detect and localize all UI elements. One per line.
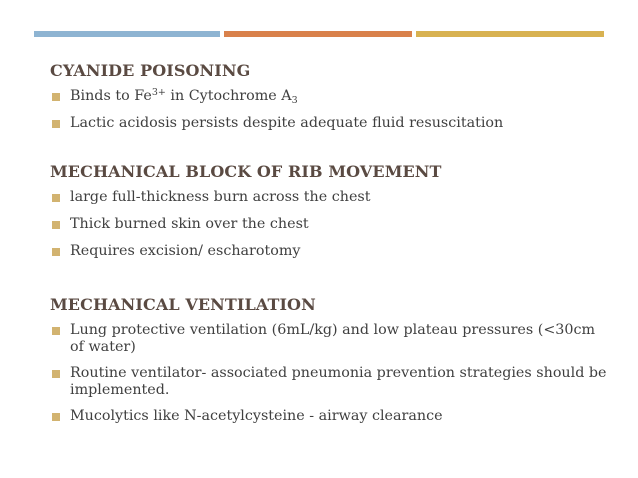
square-bullet-icon <box>52 221 60 229</box>
top-accent-bar-gold <box>416 31 604 37</box>
section-cyanide-poisoning <box>50 60 610 132</box>
list-item <box>50 322 610 356</box>
item-text: Binds to Fe <box>70 88 152 104</box>
list-item <box>50 365 610 399</box>
item-text: Lactic acidosis persists despite adequate fluid resuscitation <box>70 115 504 131</box>
bullet-list <box>50 189 610 260</box>
item-text: Routine ventilator- associated pneumonia prevention strategies should be implemented. <box>70 365 607 398</box>
square-bullet-icon <box>52 194 60 202</box>
item-text: Requires excision/ escharotomy <box>70 243 301 259</box>
item-text: Mucolytics like N-acetylcysteine - airway clearance <box>70 408 443 424</box>
item-text: Thick burned skin over the chest <box>70 216 309 232</box>
section-rib-movement <box>50 161 610 260</box>
bullet-list <box>50 88 610 132</box>
superscript: 3+ <box>151 87 166 98</box>
list-item <box>50 408 610 425</box>
square-bullet-icon <box>52 327 60 335</box>
top-accent-bar-blue <box>34 31 220 37</box>
square-bullet-icon <box>52 413 60 421</box>
section-heading: CYANIDE POISONING <box>50 61 251 80</box>
square-bullet-icon <box>52 93 60 101</box>
list-item <box>50 243 610 260</box>
square-bullet-icon <box>52 248 60 256</box>
bullet-list <box>50 322 610 425</box>
list-item <box>50 88 610 105</box>
item-text: Lung protective ventilation (6mL/kg) and low plateau pressures (<30cm of water) <box>70 322 596 355</box>
section-heading: MECHANICAL BLOCK OF RIB MOVEMENT <box>50 162 442 181</box>
list-item <box>50 189 610 206</box>
list-item <box>50 115 610 132</box>
item-text: large full-thickness burn across the chest <box>70 189 371 205</box>
subscript: 3 <box>291 95 298 106</box>
square-bullet-icon <box>52 370 60 378</box>
item-text: in Cytochrome A <box>165 88 292 104</box>
top-accent-bar-orange <box>224 31 412 37</box>
list-item <box>50 216 610 233</box>
slide-content <box>50 60 610 425</box>
square-bullet-icon <box>52 120 60 128</box>
section-heading: MECHANICAL VENTILATION <box>50 295 316 314</box>
section-mechanical-ventilation <box>50 294 610 425</box>
